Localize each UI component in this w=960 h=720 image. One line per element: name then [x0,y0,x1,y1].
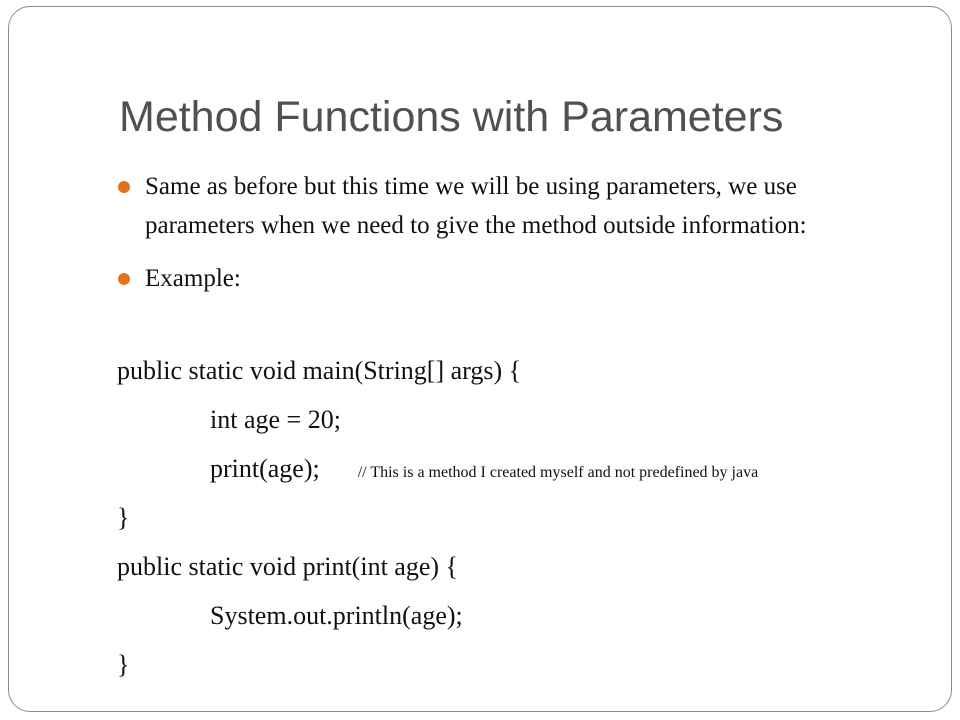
bullet-icon [118,273,130,285]
code-text: System.out.println(age); [210,601,463,630]
code-text: } [117,503,130,532]
code-comment: // This is a method I created myself and not predefined by java [357,464,759,481]
code-line [117,399,937,448]
code-line [117,595,937,644]
bullet-icon [118,181,130,193]
bullet-item-example [117,259,907,298]
slide-title: Method Functions with Parameters [119,93,784,141]
code-line [117,448,937,497]
code-text: print(age); [210,454,320,483]
code-line [117,350,937,399]
bullet-text: Example: [145,265,241,292]
slide-frame [8,6,952,712]
code-text: int age = 20; [210,405,341,434]
code-line [117,644,937,693]
bullet-item-description [117,167,907,245]
code-text: } [117,650,130,679]
code-text: public static void main(String[] args) { [117,356,522,385]
code-text: public static void print(int age) { [117,552,459,581]
bullet-list [117,167,907,312]
bullet-text: Same as before but this time we will be using parameters, we use parameters when we need to give the method outside information: [145,173,807,239]
code-block [117,350,937,693]
code-line [117,497,937,546]
code-line [117,546,937,595]
